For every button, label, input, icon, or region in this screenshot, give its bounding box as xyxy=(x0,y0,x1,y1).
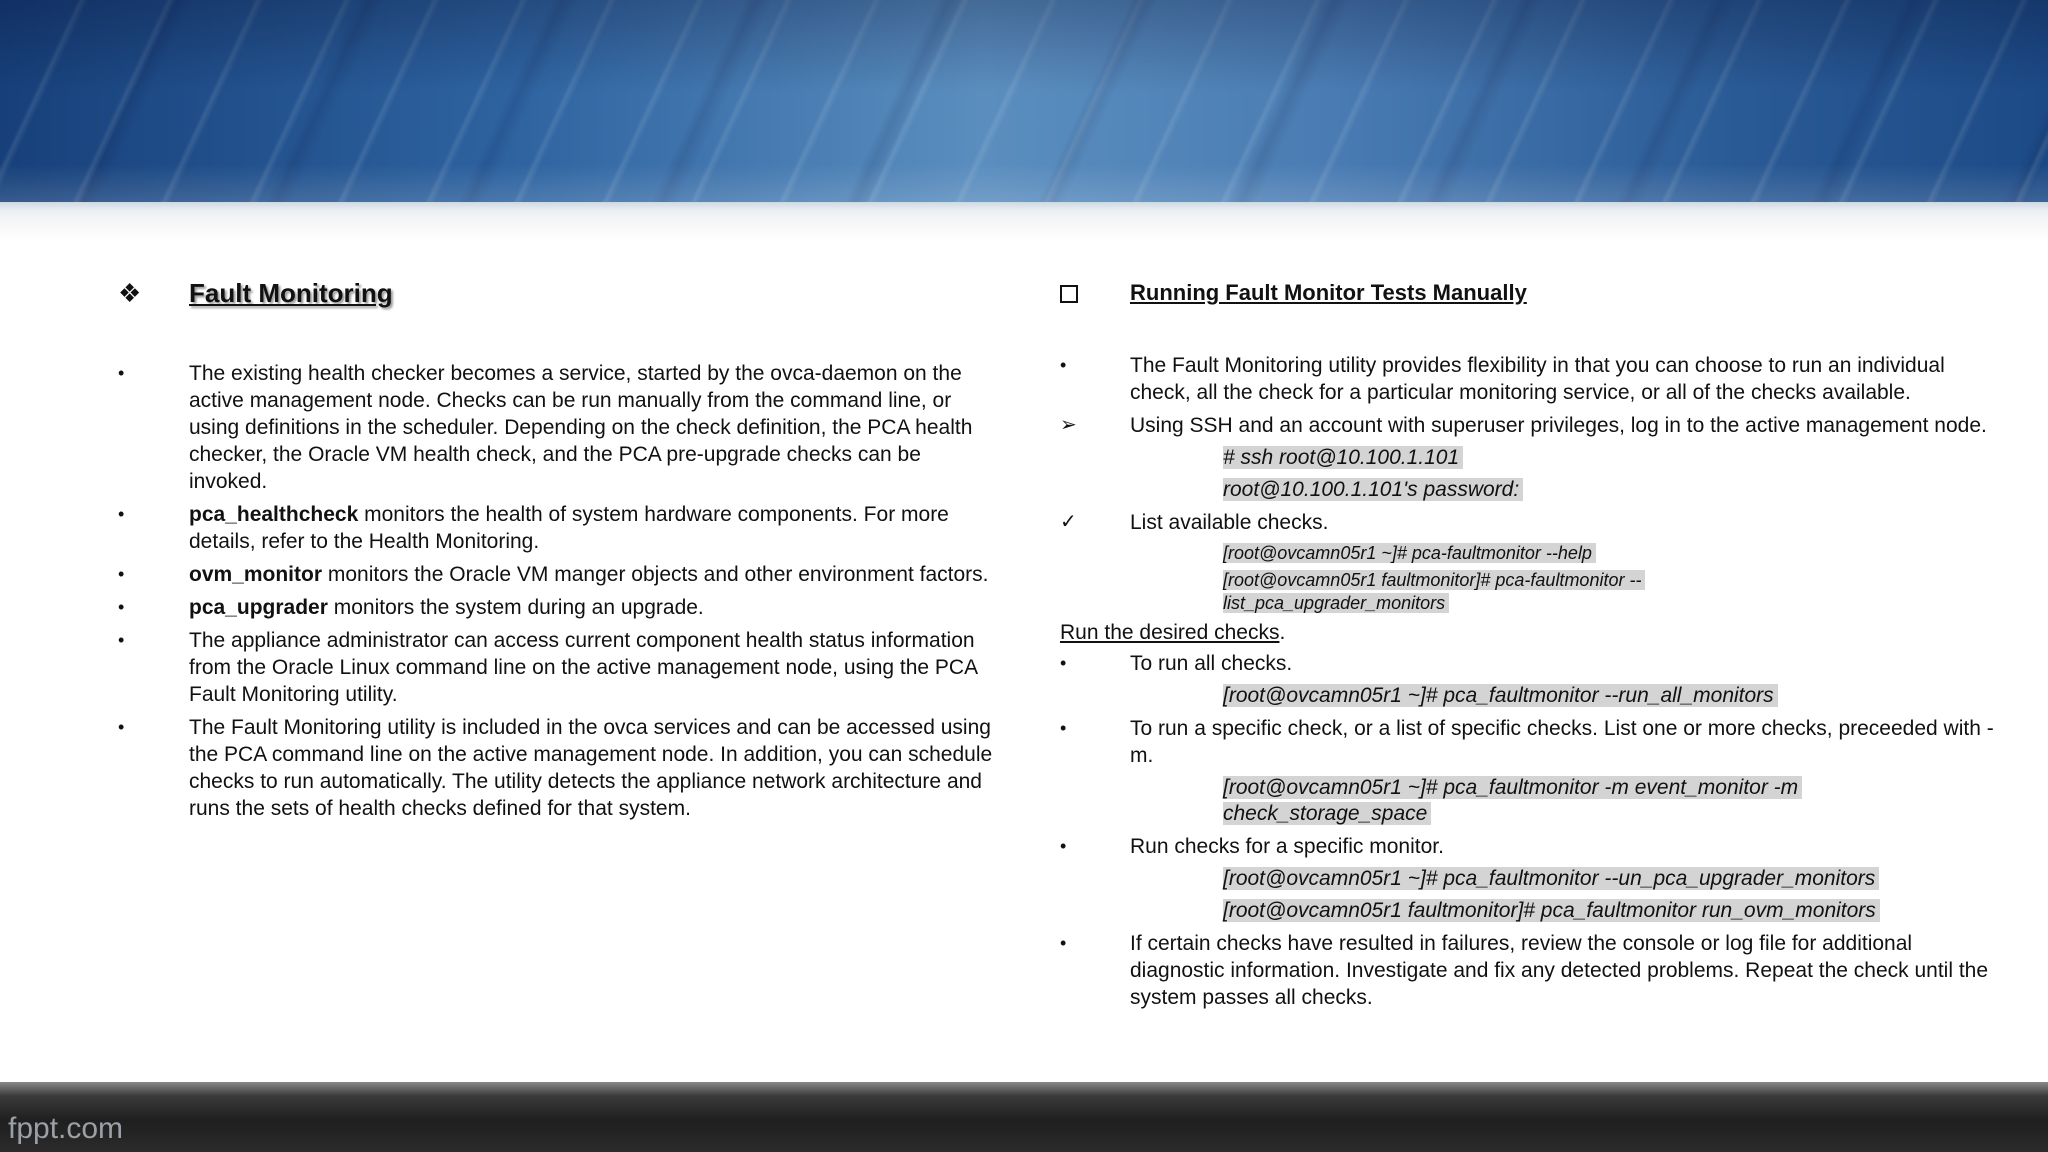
header-divider xyxy=(0,202,2048,242)
list-item: • pca_healthcheck monitors the health of system hardware components. For more details, refer to the Health Monitoring. xyxy=(118,503,949,553)
right-section-heading xyxy=(1060,270,2000,310)
bullet-icon: • xyxy=(1060,718,1067,738)
bullet-icon: • xyxy=(118,630,125,650)
check-mark-icon: ✓ xyxy=(1060,511,1077,533)
fault-monitoring-title: Fault Monitoring xyxy=(189,278,393,308)
bullet-icon: • xyxy=(118,564,125,584)
specific-check-command: [root@ovcamn05r1 ~]# pca_faultmonitor -m event_monitor -m check_storage_space xyxy=(1223,775,2000,827)
bullet-icon: • xyxy=(118,504,125,524)
help-command: [root@ovcamn05r1 ~]# pca-faultmonitor --help xyxy=(1223,542,2000,565)
ovm-monitor-command: [root@ovcamn05r1 faultmonitor]# pca_faultmonitor run_ovm_monitors xyxy=(1223,898,2000,924)
specific-check-item: • To run a specific check, or a list of specific checks. List one or more checks, preceeded with -m. xyxy=(1060,717,1994,767)
failures-item: • If certain checks have resulted in failures, review the console or log file for additional diagnostic information. Investigate and fix any detected problems. Repeat the check until the system passes all checks. xyxy=(1060,932,1989,1009)
bullet-icon: • xyxy=(118,717,125,737)
pca-healthcheck-term: pca_healthcheck xyxy=(189,503,359,526)
running-tests-title: Running Fault Monitor Tests Manually xyxy=(1130,280,1527,305)
bullet-icon: • xyxy=(118,363,125,383)
pca-upgrader-term: pca_upgrader xyxy=(189,596,328,619)
bullet-icon: • xyxy=(118,597,125,617)
run-all-command: [root@ovcamn05r1 ~]# pca_faultmonitor --run_all_monitors xyxy=(1223,683,2000,709)
list-item: • pca_upgrader monitors the system during an upgrade. xyxy=(118,596,704,619)
run-desired-checks: Run the desired checks. xyxy=(1060,621,1286,644)
upgrader-monitor-command: [root@ovcamn05r1 ~]# pca_faultmonitor --un_pca_upgrader_monitors xyxy=(1223,866,2000,892)
diamond-bullet-icon: ❖ xyxy=(118,278,142,308)
bullet-icon: • xyxy=(1060,836,1067,856)
arrow-bullet-icon: ➢ xyxy=(1060,414,1077,436)
specific-monitor-item: • Run checks for a specific monitor. xyxy=(1060,835,1444,858)
bullet-icon: • xyxy=(1060,355,1067,375)
run-all-item: • To run all checks. xyxy=(1060,652,1293,675)
footer-logo: fppt.com xyxy=(8,1112,124,1145)
ssh-command: # ssh root@10.100.1.101 xyxy=(1223,445,2000,471)
ssh-item: ➢ Using SSH and an account with superuser privileges, log in to the active management node. xyxy=(1060,414,1987,437)
footer-bar xyxy=(0,1082,2048,1152)
password-prompt: root@10.100.1.101's password: xyxy=(1223,477,2000,503)
list-item: • The appliance administrator can access current component health status information from the Oracle Linux command line on the active management node, using the PCA Fault Monitoring utility. xyxy=(118,629,977,706)
intro-item: • The Fault Monitoring utility provides flexibility in that you can choose to run an individual check, all the check for a particular monitoring service, or all of the checks available. xyxy=(1060,354,1945,404)
left-bullet-list xyxy=(118,360,998,822)
bullet-icon: • xyxy=(1060,933,1067,953)
right-column xyxy=(1060,270,2000,1017)
ovm-monitor-term: ovm_monitor xyxy=(189,563,323,586)
header-shade xyxy=(0,0,2048,205)
left-column xyxy=(118,270,998,828)
list-item: • The existing health checker becomes a service, started by the ovca-daemon on the active management node. Checks can be run manually from the command line, or using definitions in the scheduler. Depending on the check definition, the PCA health checker, the Oracle VM health check, and the PCA pre-upgrade checks can be invoked. xyxy=(118,362,973,493)
list-item: • The Fault Monitoring utility is included in the ovca services and can be accessed using the PCA command line on the active management node. In addition, you can schedule checks to run automatically. The utility detects the appliance network architecture and runs the sets of health checks defined for that system. xyxy=(118,716,993,820)
list-item: • ovm_monitor monitors the Oracle VM manger objects and other environment factors. xyxy=(118,563,989,586)
right-bullet-list xyxy=(1060,352,2000,1011)
left-section-heading xyxy=(118,278,998,318)
bullet-icon: • xyxy=(1060,653,1067,673)
list-upgrader-command: [root@ovcamn05r1 faultmonitor]# pca-faultmonitor -- list_pca_upgrader_monitors xyxy=(1223,569,2000,615)
square-bullet-icon xyxy=(1060,282,1078,310)
list-checks-item: ✓ List available checks. xyxy=(1060,511,1329,534)
